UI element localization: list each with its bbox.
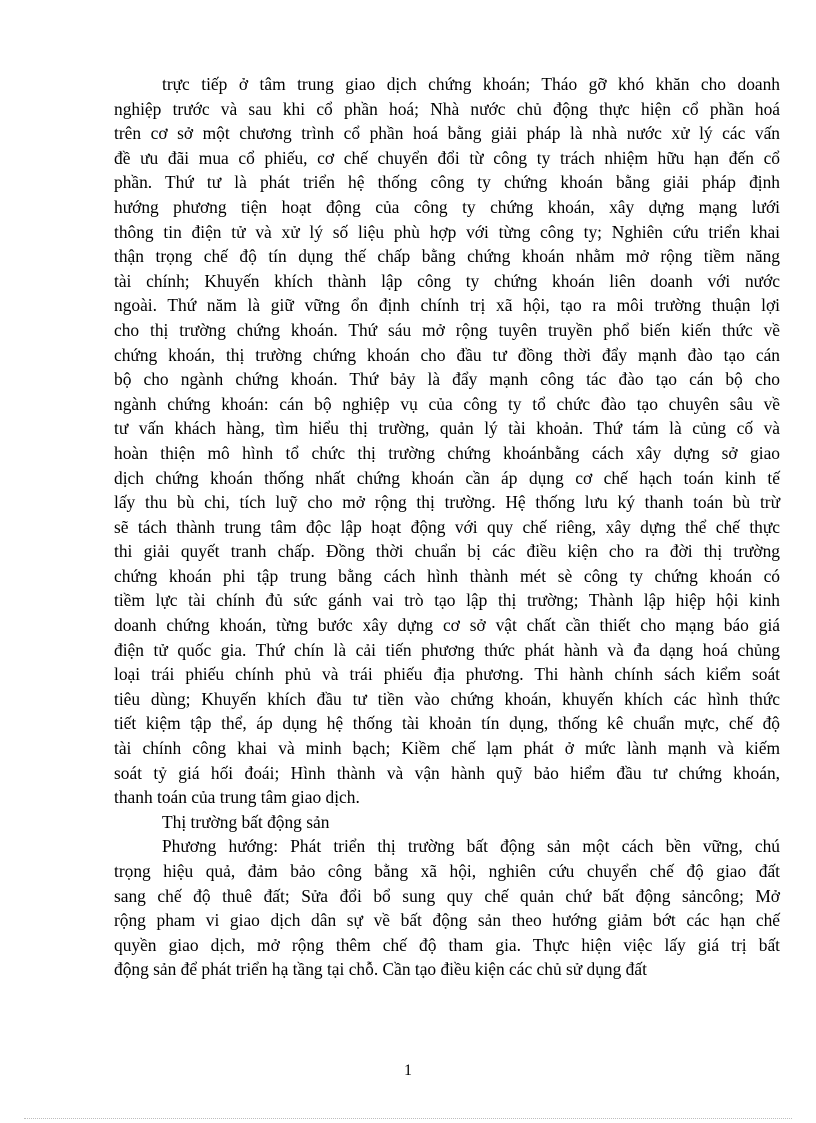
text-line: đề ưu đãi mua cổ phiếu, cơ chế chuyển đổi từ công ty trách nhiệm hữu hạn đến cổ bbox=[114, 147, 780, 168]
section-heading: Thị trường bất động sản bbox=[162, 811, 330, 832]
text-line: dịch chứng khoán thống nhất chứng khoán cần áp dụng cơ chế hạch toán kinh tế bbox=[114, 467, 780, 488]
text-line: doanh chứng khoán, từng bước xây dựng cơ sở vật chất cần thiết cho mạng báo giá bbox=[114, 615, 780, 636]
text-line: thanh toán của trung tâm giao dịch. bbox=[114, 787, 360, 808]
page-bottom-divider bbox=[24, 1118, 792, 1119]
text-line: lấy thu bù chi, tích luỹ cho mở rộng thị trường. Hệ thống lưu ký thanh toán bù trừ bbox=[114, 492, 780, 513]
text-line: hoàn thiện mô hình tổ chức thị trường chứng khoánbằng cách xây dựng sở giao bbox=[114, 442, 780, 463]
text-line: sẽ tách thành trung tâm độc lập hoạt động với quy chế riêng, xây dựng thể chế thực bbox=[114, 516, 780, 537]
text-line: thận trọng chế độ tín dụng thế chấp bằng chứng khoán nhằm mở rộng tiềm năng bbox=[114, 246, 780, 267]
text-line: cho thị trường chứng khoán. Thứ sáu mở rộng tuyên truyền phổ biến kiến thức về bbox=[114, 319, 780, 340]
text-line: Phương hướng: Phát triển thị trường bất động sản một cách bền vững, chú bbox=[162, 836, 780, 857]
page-number: 1 bbox=[404, 1062, 412, 1079]
text-line: quyền giao dịch, mở rộng thêm chế độ tham gia. Thực hiện việc lấy giá trị bất bbox=[114, 934, 780, 955]
text-line: bộ cho ngành chứng khoán. Thứ bảy là đẩy mạnh công tác đào tạo cán bộ cho bbox=[114, 369, 780, 390]
text-line: rộng pham vi giao dịch dân sự về bất động sản theo hướng giảm bớt các hạn chế bbox=[114, 910, 780, 931]
text-line: tư vấn khách hàng, tìm hiểu thị trường, quản lý tài khoản. Thứ tám là củng cố và bbox=[114, 418, 780, 439]
text-line: chứng khoán, thị trường chứng khoán cho đầu tư đồng thời đẩy mạnh đào tạo cán bbox=[114, 344, 780, 365]
text-line: phần. Thứ tư là phát triển hệ thống công ty chứng khoán bằng giải pháp định bbox=[114, 172, 780, 193]
body-text bbox=[114, 72, 780, 982]
text-line: trọng hiệu quả, đảm bảo công bằng xã hội, nghiên cứu chuyển chế độ giao đất bbox=[114, 861, 780, 881]
text-line: loại trái phiếu chính phủ và trái phiếu địa phương. Thi hành chính sách kiểm soát bbox=[114, 664, 780, 685]
text-line: tiêu dùng; Khuyến khích đầu tư tiền vào chứng khoán, khuyến khích các hình thức bbox=[114, 688, 780, 709]
text-line: thông tin điện tử và xử lý số liệu phù hợp với từng công ty; Nghiên cứu triển khai bbox=[114, 221, 780, 242]
text-line: động sản để phát triển hạ tầng tại chỗ. Cần tạo điều kiện các chủ sử dụng đất bbox=[114, 959, 647, 980]
text-line: tiềm lực tài chính đủ sức gánh vai trò tạo lập thị trường; Thành lập hiệp hội kinh bbox=[114, 590, 780, 611]
text-line: nghiệp trước và sau khi cổ phần hoá; Nhà nước chủ động thực hiện cổ phần hoá bbox=[114, 98, 780, 119]
text-line: trên cơ sở một chương trình cổ phần hoá bằng giải pháp là nhà nước xử lý các vấn bbox=[114, 123, 780, 144]
text-line: tiết kiệm tập thể, áp dụng hệ thống tài khoản tín dụng, thống kê chuẩn mực, chế độ bbox=[114, 713, 780, 734]
text-line: trực tiếp ở tâm trung giao dịch chứng khoán; Tháo gỡ khó khăn cho doanh bbox=[162, 74, 780, 94]
text-line: tài chính công khai và minh bạch; Kiềm chế lạm phát ở mức lành mạnh và kiếm bbox=[114, 738, 780, 759]
text-line: sang chế độ thuê đất; Sửa đổi bổ sung quy chế quản chứ bất động sảncông; Mở bbox=[114, 885, 780, 906]
text-line: thi giải quyết tranh chấp. Đồng thời chuẩn bị các điều kiện cho ra đời thị trường bbox=[114, 541, 780, 562]
text-line: soát tỷ giá hối đoái; Hình thành và vận hành quỹ bảo hiểm đầu tư chứng khoán, bbox=[114, 762, 780, 783]
text-line: tài chính; Khuyến khích thành lập công ty chứng khoán liên doanh với nước bbox=[114, 270, 780, 291]
text-line: ngoài. Thứ năm là giữ vững ổn định chính trị xã hội, tạo ra môi trường thuận lợi bbox=[114, 295, 780, 316]
text-line: chứng khoán phi tập trung bằng cách hình thành mét sè công ty chứng khoán có bbox=[114, 565, 780, 586]
text-line: điện tử quốc gia. Thứ chín là cải tiến phương thức phát hành và đa dạng hoá chủng bbox=[114, 639, 780, 660]
text-line: hướng phương tiện hoạt động của công ty chứng khoán, xây dựng mạng lưới bbox=[114, 196, 780, 217]
text-line: ngành chứng khoán: cán bộ nghiệp vụ của công ty tổ chức đào tạo chuyên sâu về bbox=[114, 393, 780, 414]
